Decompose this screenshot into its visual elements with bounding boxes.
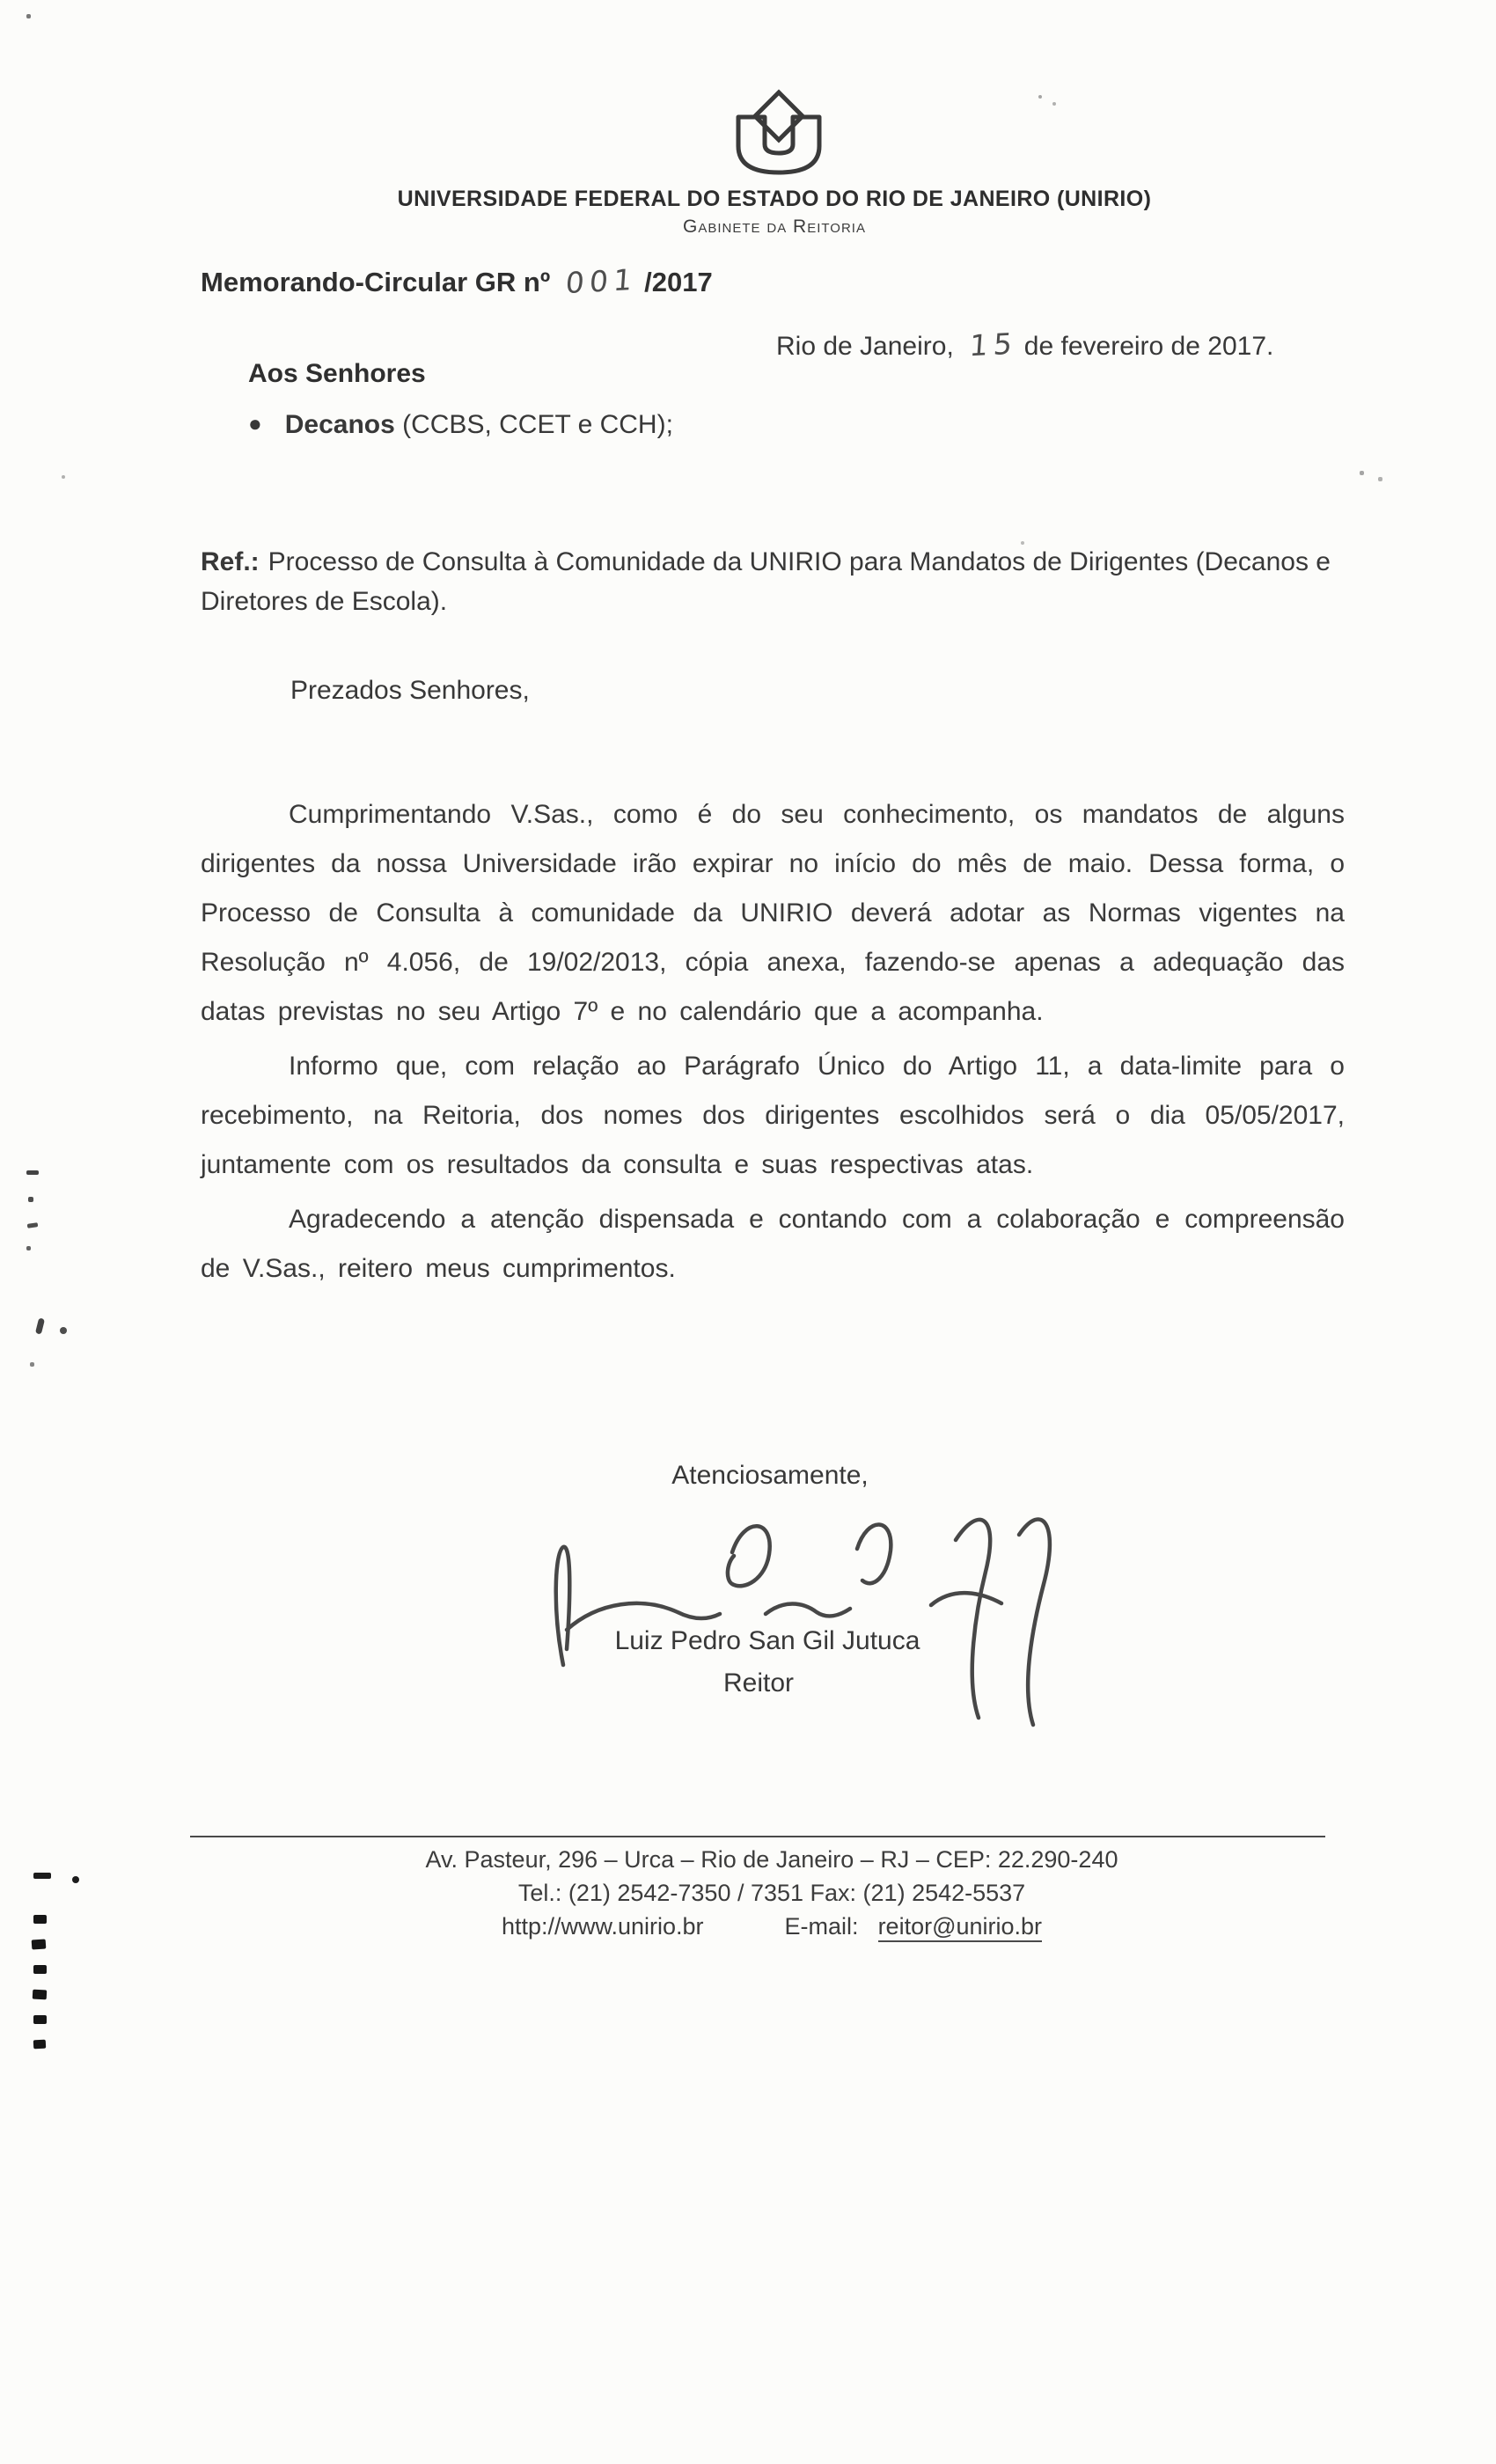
closing: Atenciosamente, [671, 1461, 869, 1490]
footer-rule [190, 1836, 1325, 1837]
date-rest: de fevereiro de 2017. [1023, 332, 1274, 361]
recipient-item [248, 410, 673, 440]
university-name: UNIVERSIDADE FEDERAL DO ESTADO DO RIO DE JANEIRO (UNIRIO) [397, 187, 1152, 211]
scan-artifact [1360, 471, 1364, 475]
letter-body [201, 790, 1345, 1299]
scan-artifact [33, 1990, 48, 2000]
recipient-detail: (CCBS, CCET e CCH); [394, 410, 673, 439]
scan-artifact [28, 1197, 33, 1202]
memo-number-handwritten: 001 [564, 261, 639, 301]
greeting: Prezados Senhores, [290, 676, 530, 705]
scan-artifact [32, 1939, 47, 1949]
recipient-name: Decanos [284, 410, 395, 439]
memo-number-line [201, 261, 713, 301]
scan-artifact [27, 1222, 39, 1228]
scan-artifact [26, 1246, 31, 1250]
footer-phones: Tel.: (21) 2542-7350 / 7351 Fax: (21) 2542-5537 [517, 1880, 1026, 1906]
date-day-handwritten: 15 [968, 326, 1019, 363]
reference-line [201, 542, 1362, 621]
memo-year: /2017 [644, 267, 713, 297]
scan-artifact [33, 1915, 47, 1924]
footer-website: http://www.unirio.br [501, 1913, 704, 1940]
scan-artifact [62, 475, 65, 479]
footer-address: Av. Pasteur, 296 – Urca – Rio de Janeiro – RJ – CEP: 22.290-240 [425, 1846, 1118, 1873]
date-line [776, 327, 1273, 362]
office-name: Gabinete da Reitoria [683, 216, 866, 237]
scan-artifact [26, 1170, 39, 1175]
signer-name: Luiz Pedro San Gil Jutuca [614, 1626, 920, 1655]
reference-text: Processo de Consulta à Comunidade da UNIRIO para Mandatos de Dirigentes (Decanos e Diretores de Escola). [201, 547, 1331, 616]
scan-artifact [72, 1876, 79, 1883]
scan-artifact [1378, 477, 1382, 481]
body-paragraph: Agradecendo a atenção dispensada e contando com a colaboração e compreensão de V.Sas., reitero meus cumprimentos. [201, 1205, 1345, 1283]
scan-artifact [60, 1327, 67, 1334]
memo-label: Memorando-Circular GR nº [201, 267, 551, 297]
body-paragraph: Cumprimentando V.Sas., como é do seu conhecimento, os mandatos de alguns dirigentes da nossa Universidade irão expirar no início do mês de maio. Dessa forma, o Processo de Consulta à comunidade da UNIRIO deverá adotar as Normas vigentes na Resolução nº 4.056, de 19/02/2013, cópia anexa, fazendo-se apenas a adequação das datas previstas no seu Artigo 7º e no calendário que a acompanha. [201, 800, 1345, 1026]
reference-label: Ref.: [201, 547, 260, 576]
scan-artifact [1021, 541, 1024, 545]
scan-artifact [33, 2040, 47, 2050]
scan-artifact [1038, 95, 1042, 99]
scan-artifact [1052, 102, 1056, 106]
scan-artifact [35, 1317, 45, 1334]
scan-artifact [33, 1965, 47, 1974]
footer-contacts [24, 1913, 1496, 1940]
scan-artifact [30, 1362, 34, 1367]
scan-artifact [33, 2015, 47, 2024]
bullet-icon: ● [248, 410, 262, 436]
scan-artifact [26, 14, 31, 18]
footer-email-label: E-mail: [784, 1913, 859, 1940]
signer-title: Reitor [722, 1668, 795, 1698]
unirio-logo-icon [725, 88, 832, 180]
footer-email: reitor@unirio.br [878, 1913, 1042, 1942]
date-city: Rio de Janeiro, [776, 332, 954, 361]
scan-artifact [33, 1873, 51, 1879]
recipients-salutation: Aos Senhores [248, 359, 426, 388]
body-paragraph: Informo que, com relação ao Parágrafo Único do Artigo 11, a data-limite para o recebimento, na Reitoria, dos nomes dos dirigentes escolhidos será o dia 05/05/2017, juntamente com os resultados da consulta e suas respectivas atas. [201, 1052, 1345, 1179]
